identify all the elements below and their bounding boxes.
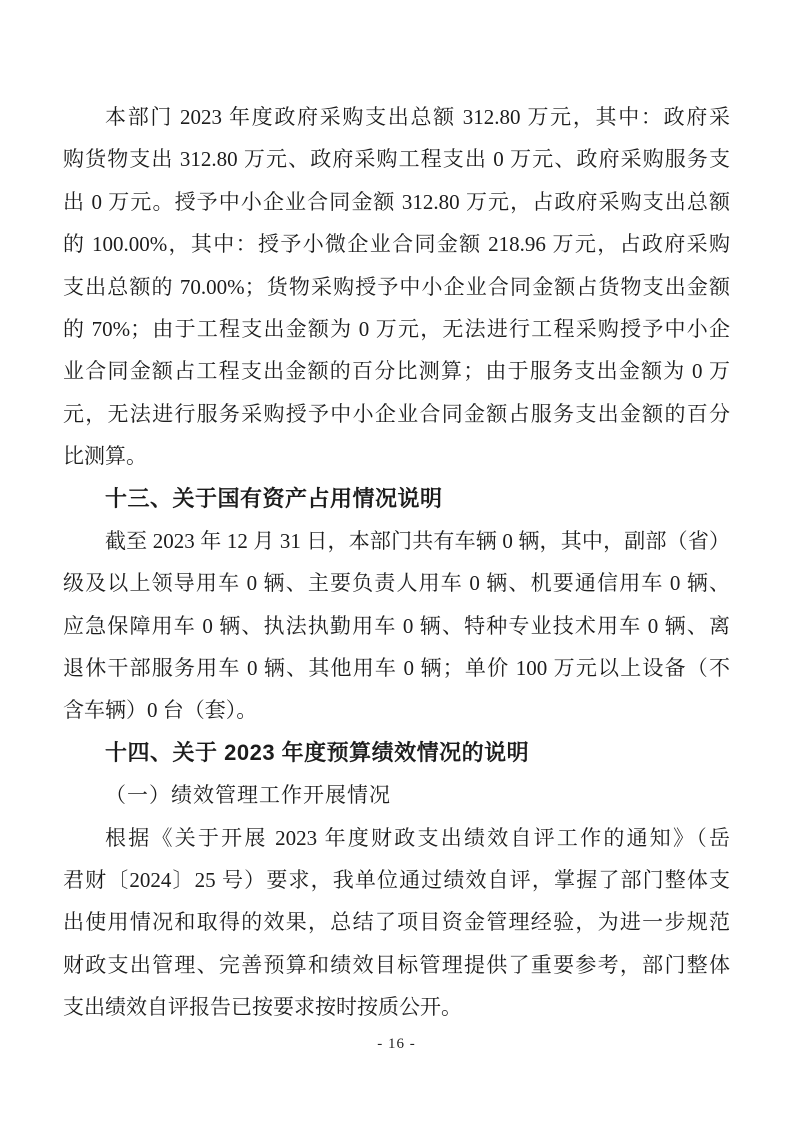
text-line: 含车辆）0 台（套）。: [63, 698, 258, 723]
text-line: 级及以上领导用车 0 辆、主要负责人用车 0 辆、机要通信用车 0 辆、: [63, 571, 730, 596]
text-line: 元，无法进行服务采购授予中小企业合同金额占服务支出金额的百分: [63, 401, 730, 426]
text-line: 购货物支出 312.80 万元、政府采购工程支出 0 万元、政府采购服务支: [63, 147, 730, 172]
paragraph-performance-evaluation: [63, 817, 730, 1029]
text-line: 支出绩效自评报告已按要求按时按质公开。: [63, 995, 462, 1020]
text-line: 应急保障用车 0 辆、执法执勤用车 0 辆、特种专业技术用车 0 辆、离: [63, 613, 730, 638]
text-line: 业合同金额占工程支出金额的百分比测算；由于服务支出金额为 0 万: [63, 359, 730, 384]
text-line: 本部门 2023 年度政府采购支出总额 312.80 万元，其中：政府采: [105, 105, 730, 129]
text-line: 根据《关于开展 2023 年度财政支出绩效自评工作的通知》（岳: [105, 825, 730, 850]
text-line: 的 100.00%，其中：授予小微企业合同金额 218.96 万元，占政府采购: [63, 232, 730, 257]
text-line: 退休干部服务用车 0 辆、其他用车 0 辆；单价 100 万元以上设备（不: [63, 656, 730, 681]
text-line: 出使用情况和取得的效果，总结了项目资金管理经验，为进一步规范: [63, 910, 730, 935]
text-line: 君财〔2024〕25 号）要求，我单位通过绩效自评，掌握了部门整体支: [63, 868, 730, 893]
section-heading-14: 十四、关于 2023 年度预算绩效情况的说明: [105, 739, 530, 765]
page-number: - 16 -: [377, 1036, 416, 1052]
text-line: 的 70%；由于工程支出金额为 0 万元，无法进行工程采购授予中小企: [63, 316, 730, 341]
text-line: 截至 2023 年 12 月 31 日，本部门共有车辆 0 辆，其中，副部（省）: [105, 528, 730, 553]
section-heading-13: 十三、关于国有资产占用情况说明: [105, 485, 443, 511]
document-body: [63, 96, 730, 1029]
subsection-heading-14-1: （一）绩效管理工作开展情况: [105, 783, 391, 808]
paragraph-state-assets: [63, 520, 730, 732]
paragraph-government-procurement: [63, 96, 730, 478]
text-line: 出 0 万元。授予中小企业合同金额 312.80 万元，占政府采购支出总额: [63, 189, 730, 214]
text-line: 支出总额的 70.00%；货物采购授予中小企业合同金额占货物支出金额: [63, 274, 730, 299]
text-line: 比测算。: [63, 444, 147, 469]
text-line: 财政支出管理、完善预算和绩效目标管理提供了重要参考，部门整体: [63, 952, 730, 977]
